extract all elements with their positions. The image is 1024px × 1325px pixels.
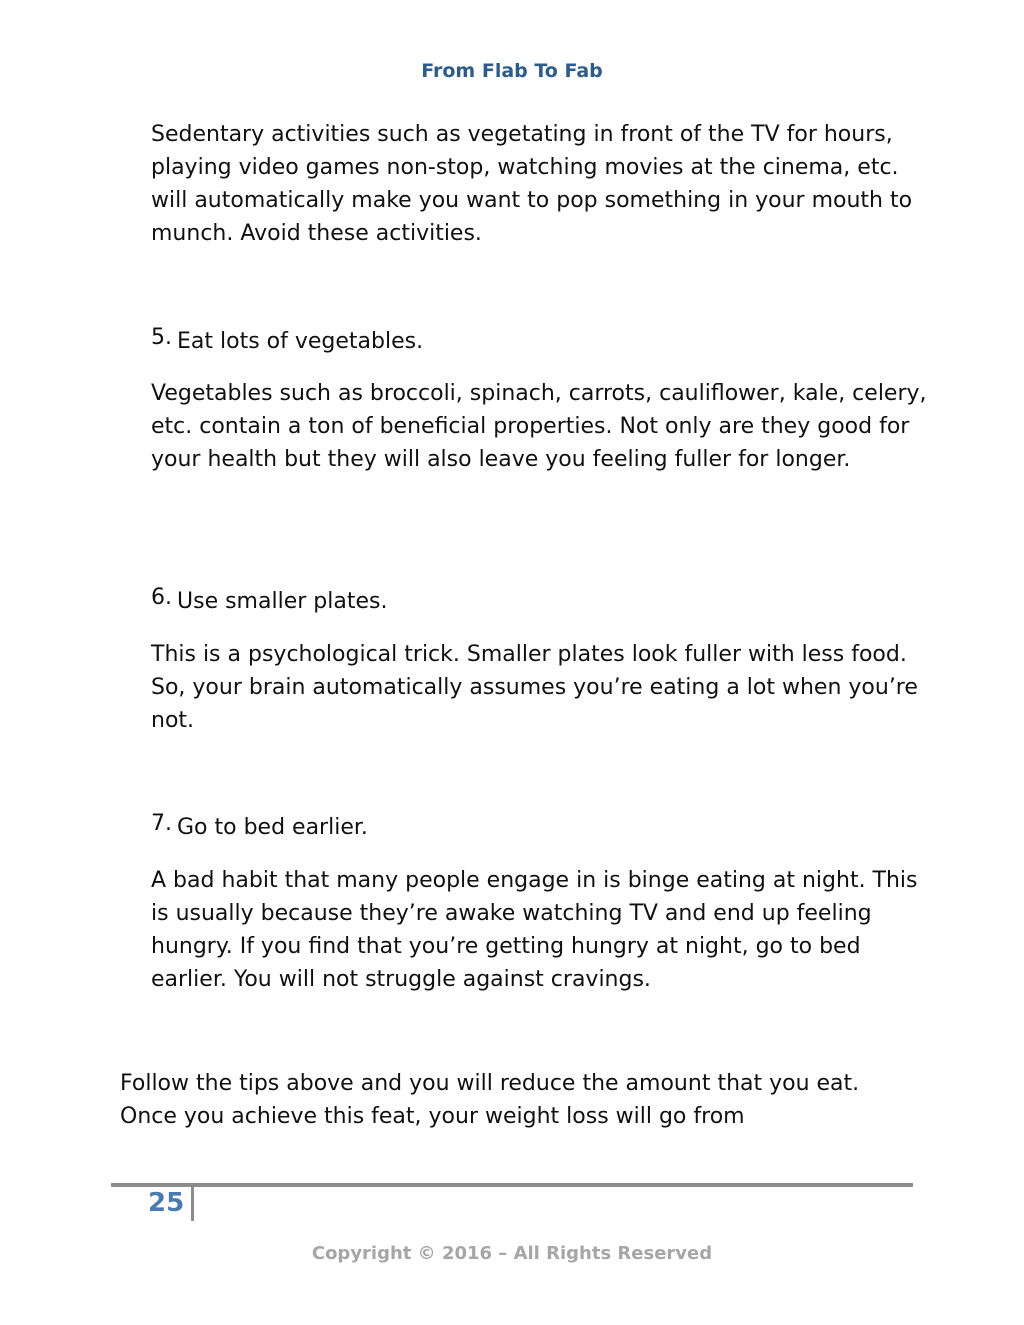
list-item-body: Vegetables such as broccoli, spinach, carrots, cauliflower, kale, celery, etc. contain a ton of beneficial properties. Not only are they good for your health but they will also leave you feeling fuller for longer. — [151, 381, 927, 472]
list-item-heading-text: Eat lots of vegetables. — [177, 329, 424, 354]
list-item-heading-text: Go to bed earlier. — [177, 815, 368, 840]
copyright-notice: Copyright © 2016 – All Rights Reserved — [311, 1243, 713, 1264]
footer-rule — [111, 1183, 913, 1187]
list-item-number: 7. — [151, 811, 172, 836]
running-header-title: From Flab To Fab — [421, 60, 603, 82]
page-number: 25 — [148, 1188, 185, 1218]
list-item-body: A bad habit that many people engage in is binge eating at night. This is usually because they’re awake watching TV and end up feeling hungry. If you find that you’re getting hungry at night, go to bed earlier. You will not struggle against cravings. — [151, 868, 918, 992]
list-item-number: 6. — [151, 585, 172, 610]
list-item-body: This is a psychological trick. Smaller plates look fuller with less food. So, your brain automatically assumes you’re eating a lot when you’re not. — [151, 642, 918, 733]
list-item-heading-text: Use smaller plates. — [177, 589, 388, 614]
list-item-heading — [151, 325, 423, 358]
list-item-number: 5. — [151, 325, 172, 350]
page-number-divider — [191, 1187, 194, 1221]
closing-paragraph: Follow the tips above and you will reduce the amount that you eat. Once you achieve this feat, your weight loss will go from — [120, 1071, 860, 1129]
intro-paragraph: Sedentary activities such as vegetating in front of the TV for hours, playing video games non-stop, watching movies at the cinema, etc. will automatically make you want to pop something in your mouth to munch. Avoid these activities. — [151, 122, 913, 246]
list-item-heading — [151, 585, 387, 618]
list-item-heading — [151, 811, 368, 844]
